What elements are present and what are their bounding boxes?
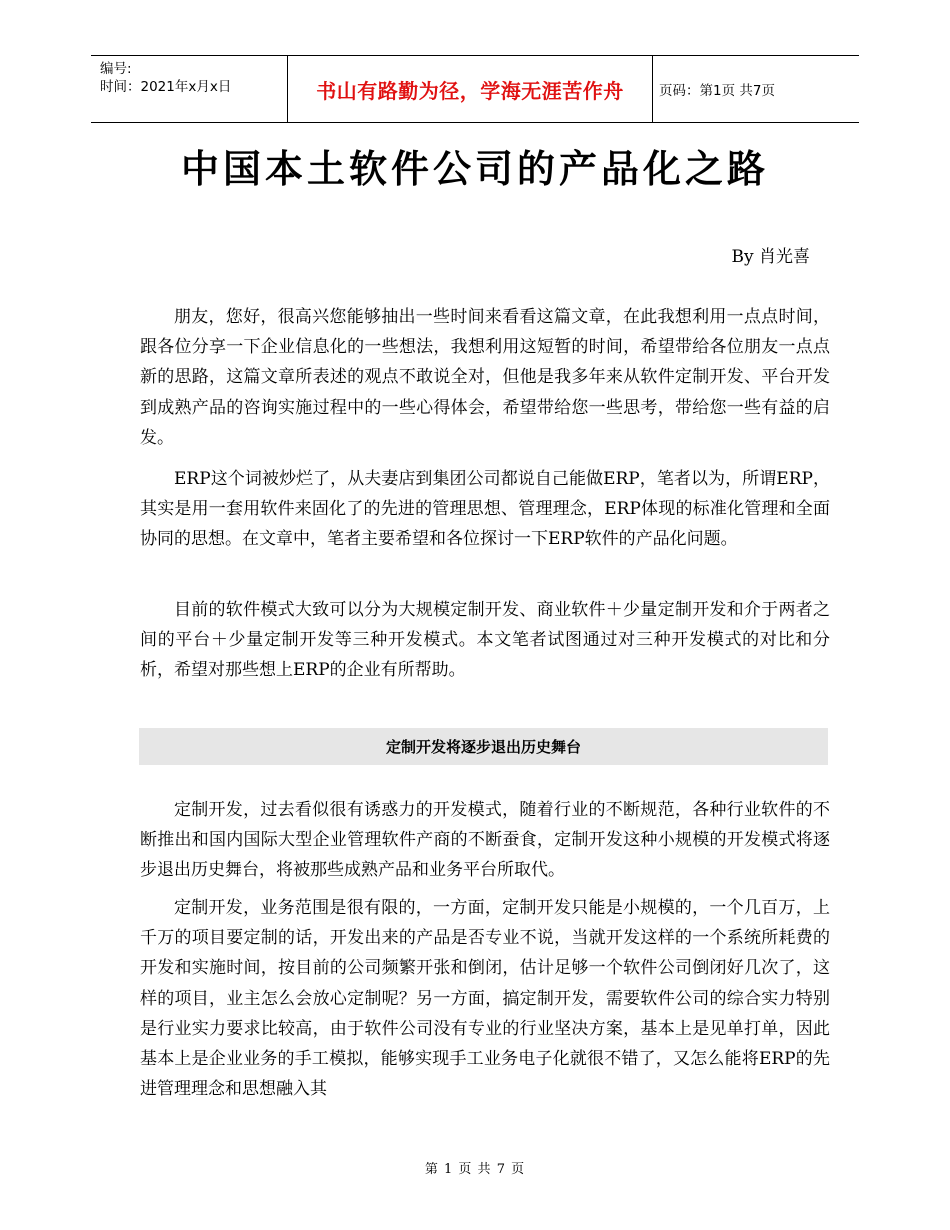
section-paragraph-2: 定制开发，业务范围是很有限的，一方面，定制开发只能是小规模的，一个几百万，上千万的项目要定制的话，开发出来的产品是否专业不说，当就开发这样的一个系统所耗费的开发和实施时间，按目前的公司频繁开张和倒闭，估计足够一个软件公司倒闭好几次了，这样的项目，业主怎么会放心定制呢？另一方面，搞定制开发，需要软件公司的综合实力特别是行业实力要求比较高，由于软件公司没有专业的行业坚决方案，基本上是见单打单，因此基本上是企业业务的手工模拟，能够实现手工业务电子化就很不错了，又怎么能将ERP的先进管理理念和思想融入其 bbox=[140, 898, 830, 1100]
doc-id-label: 编号: bbox=[100, 61, 132, 77]
intro-paragraph-2: ERP这个词被炒烂了，从夫妻店到集团公司都说自己能做ERP，笔者以为，所谓ERP，其实是用一套用软件来固化了的先进的管理思想、管理理念，ERP体现的标准化管理和全面协同的思想。在文章中，笔者主要希望和各位探讨一下ERP软件的产品化问题。 bbox=[140, 469, 830, 550]
page-header bbox=[91, 55, 859, 123]
page-footer: 第 1 页 共 7 页 bbox=[424, 1162, 526, 1177]
section-paragraph-1: 定制开发，过去看似很有诱惑力的开发模式，随着行业的不断规范，各种行业软件的不断推出和国内国际大型企业管理软件产商的不断蚕食，定制开发这种小规模的开发模式将逐步退出历史舞台，将被那些成熟产品和业务平台所取代。 bbox=[140, 800, 830, 881]
intro-paragraph-3: 目前的软件模式大致可以分为大规模定制开发、商业软件＋少量定制开发和介于两者之间的平台＋少量定制开发等三种开发模式。本文笔者试图通过对三种开发模式的对比和分析，希望对那些想上ERP的企业有所帮助。 bbox=[140, 600, 830, 681]
doc-time-label: 时间：2021年x月x日 bbox=[100, 79, 232, 95]
header-motto-cell bbox=[287, 56, 653, 122]
intro-paragraph-1: 朋友，您好，很高兴您能够抽出一些时间来看看这篇文章，在此我想利用一点点时间，跟各位分享一下企业信息化的一些想法，我想利用这短暂的时间，希望带给各位朋友一点点新的思路，这篇文章所表述的观点不敢说全对，但他是我多年来从软件定制开发、平台开发到成熟产品的咨询实施过程中的一些心得体会，希望带给您一些思考，带给您一些有益的启发。 bbox=[140, 307, 830, 448]
motto-text: 书山有路勤为径，学海无涯苦作舟 bbox=[316, 78, 624, 103]
header-page-info bbox=[659, 56, 775, 122]
page-info-text: 页码：第1页 共7页 bbox=[659, 83, 775, 99]
header-meta bbox=[100, 60, 290, 96]
document-title: 中国本土软件公司的产品化之路 bbox=[180, 146, 769, 191]
section-heading-text: 定制开发将逐步退出历史舞台 bbox=[385, 738, 581, 756]
section-heading bbox=[139, 728, 828, 765]
document-author: By 肖光喜 bbox=[731, 247, 810, 267]
